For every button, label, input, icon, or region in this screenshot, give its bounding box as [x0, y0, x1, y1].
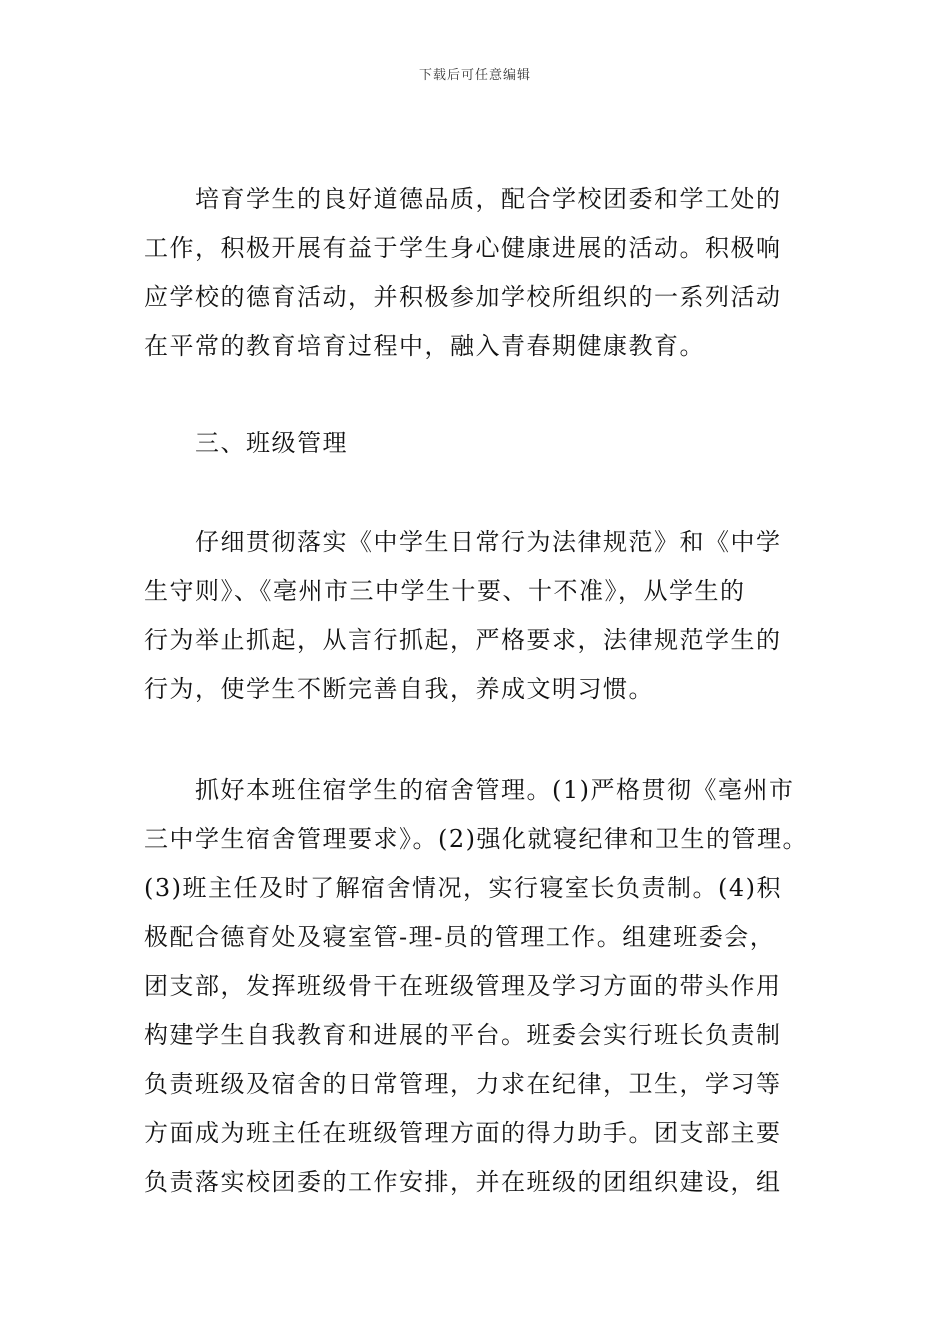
section-heading	[144, 419, 824, 468]
paragraph-spacer	[144, 714, 824, 766]
text-line: 仔细贯彻落实《中学生日常行为法律规范》和《中学	[195, 528, 782, 556]
page-header: 下载后可任意编辑	[418, 68, 531, 83]
paragraph-dormitory-management	[144, 766, 824, 1207]
text-line: 在平常的教育培育过程中，融入青春期健康教育。	[144, 332, 705, 360]
paragraph-spacer	[144, 371, 824, 419]
text-line: 团支部，发挥班级骨干在班级管理及学习方面的带头作用	[144, 972, 782, 1000]
text-line: 行为，使学生不断完善自我，养成文明习惯。	[144, 675, 654, 703]
paragraph-moral-education	[144, 175, 824, 371]
text-line: 三中学生宿舍管理要求》。(2)强化就寝纪律和卫生的管理。	[144, 825, 808, 853]
text-line: 行为举止抓起，从言行抓起，严格要求，法律规范学生的	[144, 626, 782, 654]
paragraph-spacer	[144, 468, 824, 518]
text-line: 极配合德育处及寝室管-理-员的管理工作。组建班委会，	[144, 923, 776, 951]
text-line: 抓好本班住宿学生的宿舍管理。(1)严格贯彻《亳州市	[195, 776, 795, 804]
heading-text: 三、班级管理	[195, 429, 348, 457]
text-line: 方面成为班主任在班级管理方面的得力助手。团支部主要	[144, 1119, 782, 1147]
text-line: 生守则》、《亳州市三中学生十要、十不准》，从学生的	[144, 577, 746, 605]
text-line: 构建学生自我教育和进展的平台。班委会实行班长负责制	[144, 1021, 782, 1049]
document-body	[144, 175, 824, 1207]
text-line: 工作，积极开展有益于学生身心健康进展的活动。积极响	[144, 234, 782, 262]
paragraph-behavior-norms	[144, 518, 824, 714]
text-line: 应学校的德育活动，并积极参加学校所组织的一系列活动	[144, 283, 782, 311]
text-line: 负责班级及宿舍的日常管理，力求在纪律，卫生，学习等	[144, 1070, 782, 1098]
text-line: 培育学生的良好道德品质，配合学校团委和学工处的	[195, 185, 782, 213]
text-line: (3)班主任及时了解宿舍情况，实行寝室长负责制。(4)积	[144, 874, 782, 902]
text-line: 负责落实校团委的工作安排，并在班级的团组织建设，组	[144, 1168, 782, 1196]
